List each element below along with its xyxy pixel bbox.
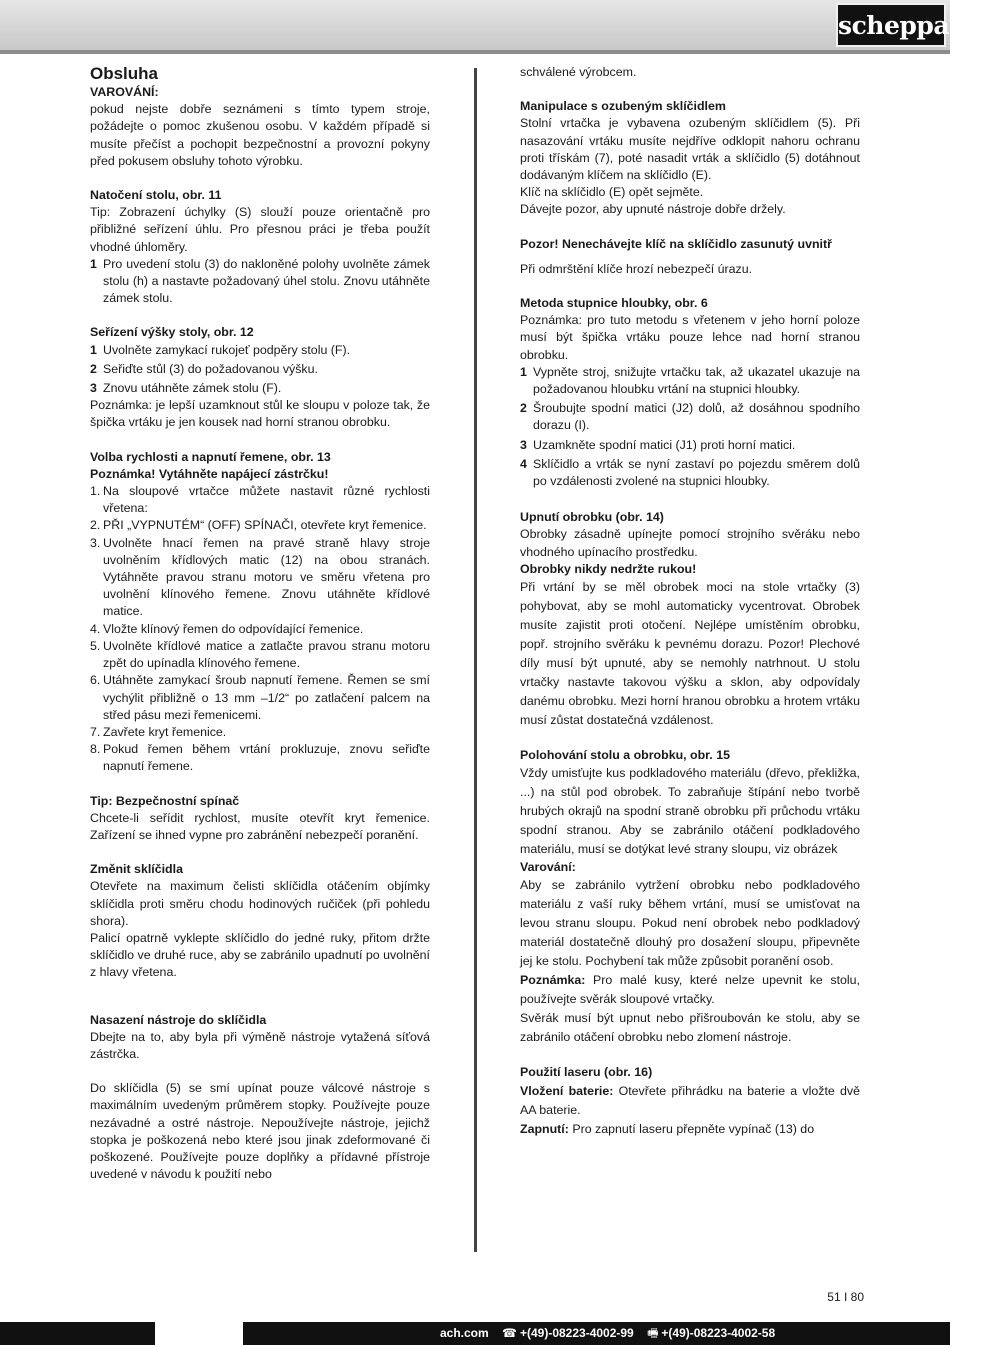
- step-text: Pro uvedení stolu (3) do nakloněné polohy uvolněte zámek stolu (h) a nastavte požadovaný úhel stolu. Znovu utáhněte zámek stolu.: [103, 256, 430, 306]
- clamp-bold: Obrobky nikdy nedržte rukou!: [520, 561, 697, 576]
- position-warning-label: Varování:: [520, 860, 576, 875]
- depth-heading: Metoda stupnice hloubky, obr. 6: [520, 296, 708, 311]
- list-item: [90, 517, 430, 534]
- header-rule: [0, 50, 950, 54]
- step-text: Seřiďte stůl (3) do požadovanou výšku.: [103, 361, 318, 376]
- warning-text: pokud nejste dobře seznámeni s tímto typem stroje, požádejte o pomoc zkušenou osobu. V každém případě si musíte přečíst a pochopit bezpečnostní a provozní pokyny před pokusem obsluhy tohoto výrobku.: [90, 102, 430, 168]
- list-item: [520, 364, 860, 398]
- step-number: 2: [520, 401, 527, 416]
- step-text: Pokud řemen během vrtání prokluzuje, znovu seřiďte napnutí řemene.: [103, 742, 430, 774]
- step-number: 2: [90, 361, 97, 376]
- tilt-heading: Natočení stolu, obr. 11: [90, 188, 222, 203]
- speed-heading: Volba rychlosti a napnutí řemene, obr. 13: [90, 449, 331, 464]
- step-number: 7.: [90, 724, 101, 739]
- page-number: 51 I 80: [827, 1290, 864, 1304]
- step-text: Uvolněte zamykací rukojeť podpěry stolu (F).: [103, 342, 351, 357]
- note-text: Pro malé kusy, které nelze upevnit ke stolu, používejte svěrák sloupové vrtačky.: [520, 973, 860, 1007]
- header-bar: [0, 0, 950, 50]
- step-text: Znovu utáhněte zámek stolu (F).: [103, 381, 282, 396]
- step-text: Utáhněte zamykací šroub napnutí řemene. Řemen se smí vychýlit přibližně o 13 mm –1/2“ po zatlačení palcem na střed pásu mezi řemenicemi.: [103, 673, 430, 722]
- step-number: 2.: [90, 518, 101, 533]
- footer-fax: +(49)-08223-4002-58: [661, 1326, 776, 1340]
- depth-note: Poznámka: pro tuto metodu s vřetenem v jeho horní poloze musí být špička vrtáku pouze lehce nad horní stranou obrobku.: [520, 313, 860, 362]
- laser-on: [520, 1120, 860, 1139]
- on-label: Zapnutí:: [520, 1121, 569, 1136]
- speed-subheading: Poznámka! Vytáhněte napájecí zástrčku!: [90, 466, 329, 481]
- step-text: Uzamkněte spodní matici (J1) proti horní matici.: [533, 437, 796, 452]
- scheppach-logo: scheppach: [836, 3, 946, 47]
- list-item: [520, 400, 860, 434]
- step-number: 1: [520, 364, 527, 379]
- tool-fit-heading: Nasazení nástroje do sklíčidla: [90, 1012, 267, 1027]
- key-warning-heading: Pozor! Nenechávejte klíč na sklíčidlo zasunutý uvnitř: [520, 236, 832, 251]
- footer-contacts: [440, 1322, 785, 1345]
- list-item: [90, 535, 430, 621]
- safety-heading: Tip: Bezpečnostní spínač: [90, 793, 240, 808]
- step-number: 1.: [90, 484, 101, 499]
- list-item: [90, 483, 430, 517]
- battery-text: Otevřete přihrádku na baterie a vložte dvě AA baterie.: [520, 1083, 860, 1117]
- footer-web[interactable]: ach.com: [440, 1326, 489, 1340]
- footer-blank: [155, 1322, 243, 1345]
- step-text: Na sloupové vrtačce můžete nastavit různé rychlosti vřetena:: [103, 484, 430, 516]
- footer-phone: +(49)-08223-4002-99: [519, 1326, 634, 1340]
- step-number: 3.: [90, 535, 101, 550]
- list-item: [90, 380, 430, 397]
- warning-label: VAROVÁNÍ:: [90, 85, 159, 99]
- position-note: [520, 971, 860, 1009]
- position-text-3: Svěrák musí být upnut nebo přišroubován ke stolu, aby se zabránilo otáčení obrobku nebo zlomení nástroje.: [520, 1011, 860, 1045]
- step-text: Zavřete kryt řemenice.: [103, 724, 227, 739]
- step-number: 6.: [90, 673, 101, 688]
- on-text: Pro zapnutí laseru přepněte vypínač (13) do: [568, 1121, 815, 1136]
- tilt-tip: Tip: Zobrazení úchylky (S) slouží pouze orientačně pro přibližné seřízení úhlu. Pro přesnou práci je třeba použít vhodné úhloměry.: [90, 205, 430, 254]
- column-divider: [474, 68, 477, 1252]
- left-column: [90, 64, 430, 1183]
- safety-text: Chcete-li seřídit rychlost, musíte otevřít kryt řemenice. Zařízení se ihned vypne pro zabránění nebezpečí poranění.: [90, 810, 430, 842]
- battery-label: Vložení baterie:: [520, 1083, 614, 1098]
- step-number: 5.: [90, 638, 101, 653]
- list-item: [520, 437, 860, 454]
- right-column: [520, 64, 860, 1139]
- step-text: Uvolněte křídlové matice a zatlačte pravou stranu motoru zpět do upínadla klínového řemene.: [103, 638, 430, 671]
- step-number: 3: [90, 381, 97, 396]
- step-text: Uvolněte hnací řemen na pravé straně hlavy stroje uvolněním křídlových matic (12) na obou stranách. Vytáhněte pravou stranu motoru ve směru vřetena pro uvolnění klínového řemene. Znovu utáhněte křídlové matice.: [103, 535, 430, 619]
- note-label: Poznámka:: [520, 973, 586, 988]
- gear-chuck-text-2: Klíč na sklíčidlo (E) opět sejměte.: [520, 185, 704, 200]
- laser-heading: Použití laseru (obr. 16): [520, 1065, 653, 1080]
- laser-battery: [520, 1082, 860, 1120]
- gear-chuck-text-3: Dávejte pozor, aby upnuté nástroje dobře držely.: [520, 202, 786, 217]
- page-title: Obsluha: [90, 64, 159, 83]
- gear-chuck-heading: Manipulace s ozubeným sklíčidlem: [520, 99, 726, 114]
- list-item: [90, 342, 430, 359]
- tool-fit-text-1: Dbejte na to, aby byla při výměně nástroje vytažená síťová zástrčka.: [90, 1029, 430, 1061]
- list-item: [90, 724, 430, 741]
- height-heading: Seřízení výšky stoly, obr. 12: [90, 325, 254, 340]
- clamp-heading: Upnutí obrobku (obr. 14): [520, 510, 664, 525]
- tool-fit-text-2: Do sklíčidla (5) se smí upínat pouze válcové nástroje s maximálním uvedeným průměrem stopky. Používejte pouze nezávadné a ostré nástroje. Nepoužívejte nástroje, jejichž stopka je poškozená nebo které jsou jinak zdeformované či poškozené. Používejte pouze doplňky a přídavné přístroje uvedené v návodu k použití nebo: [90, 1081, 430, 1182]
- list-item: [90, 361, 430, 378]
- position-heading: Polohování stolu a obrobku, obr. 15: [520, 748, 730, 763]
- step-number: 4: [520, 456, 527, 471]
- fax-icon: 🖷: [647, 1326, 659, 1340]
- step-text: Vložte klínový řemen do odpovídající řemenice.: [103, 621, 364, 636]
- phone-icon: ☎: [502, 1326, 517, 1340]
- chuck-change-heading: Změnit sklíčidla: [90, 862, 183, 877]
- list-item: [90, 638, 430, 672]
- position-text-1: Vždy umisťujte kus podkladového materiálu (dřevo, překližka, ...) na stůl pod obrobek. To zabraňuje štípání nebo tvorbě hrubých okrajů na spodní straně obrobku při průchodu vrtáku spodní stranou. Aby se zabránilo otáčení podkladového materiálu, musí se dotýkat levé strany sloupu, viz obrázek: [520, 766, 860, 857]
- continuation-text: schválené výrobcem.: [520, 65, 637, 79]
- step-number: 1: [90, 256, 97, 271]
- position-text-2: Aby se zabránilo vytržení obrobku nebo podkladového materiálu z vaší ruky během vrtání, musí se umisťovat na levou stranu sloupu. Pokud není obrobek nebo podkladový materiál dostatečně dlouhý pro dosažení sloupu, připevněte jej ke stolu. Pochybení tak může způsobit poranění osob.: [520, 878, 860, 969]
- step-number: 8.: [90, 742, 101, 757]
- key-warning-text: Při odmrštění klíče hrozí nebezpečí úrazu.: [520, 261, 753, 276]
- height-note: Poznámka: je lepší uzamknout stůl ke sloupu v poloze tak, že špička vrtáku je jen kousek nad horní stranou obrobku.: [90, 398, 430, 430]
- list-item: [90, 621, 430, 638]
- list-item: [90, 741, 430, 775]
- step-text: Vypněte stroj, snižujte vrtačku tak, až ukazatel ukazuje na požadovanou hloubku vrtání na stupnici hloubky.: [533, 364, 860, 397]
- step-number: 1: [90, 342, 97, 357]
- gear-chuck-text: Stolní vrtačka je vybavena ozubeným sklíčidlem (5). Při nasazování vrtáku musíte nejdříve odklopit nahoru ochranu proti třískám (7), poté nasadit vrták a sklíčidlo (5) dotáhnout dodávaným klíčem na sklíčidlo (E).: [520, 116, 860, 183]
- step-number: 4.: [90, 621, 101, 636]
- list-item: [90, 256, 430, 308]
- step-text: Sklíčidlo a vrták se nyní zastaví po pojezdu směrem dolů po vzdálenosti zvolené na stupnici hloubky.: [533, 456, 860, 489]
- chuck-change-text-1: Otevřete na maximum čelisti sklíčidla otáčením objímky sklíčidla proti směru chodu hodinových ručiček (při pohledu shora).: [90, 879, 430, 928]
- clamp-text-2: Při vrtání by se měl obrobek moci na stole vrtačky (3) pohybovat, aby se mohl automaticky vycentrovat. Obrobek musíte zajistit proti otočení. Nejlépe umístěním obrobku, popř. strojního svěráku k pevnému dorazu. Pozor! Plechové díly musí být upnuté, aby se nemohly natrhnout. U stolu vrtačky nastavte takovou výšku a sklon, aby odpovídaly danému obrobku. Mezi horní hranou obrobku a hrotem vrtáku musí zůstat dostatečná vzdálenost.: [520, 580, 860, 728]
- clamp-text-1: Obrobky zásadně upínejte pomocí strojního svěráku nebo vhodného upínacího prostředku.: [520, 527, 860, 559]
- list-item: [90, 672, 430, 724]
- step-text: Šroubujte spodní matici (J2) dolů, až dosáhnou spodního dorazu (I).: [533, 401, 860, 433]
- step-text: PŘI „VYPNUTÉM“ (OFF) SPÍNAČI, otevřete kryt řemenice.: [103, 518, 427, 533]
- step-number: 3: [520, 437, 527, 452]
- list-item: [520, 456, 860, 490]
- chuck-change-text-2: Palicí opatrně vyklepte sklíčidlo do jedné ruky, přitom držte sklíčidlo ve druhé ruce, aby se zabránilo upadnutí po uvolnění z hlavy vřetena.: [90, 930, 430, 980]
